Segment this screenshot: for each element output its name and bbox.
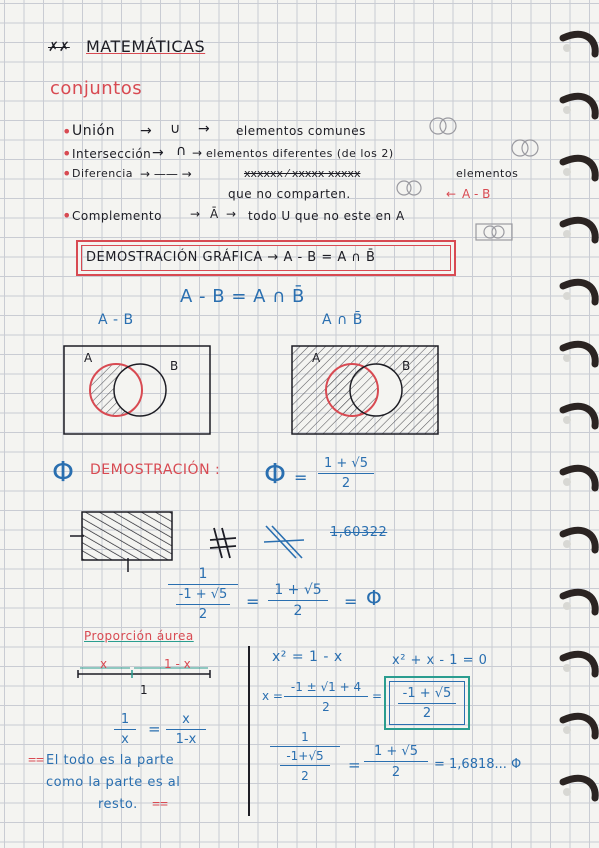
identity-formula: A - B = A ∩ B̄: [180, 286, 305, 307]
final-rhs-fraction: 1 + √5 2: [364, 744, 428, 780]
set-b-right: B: [402, 359, 411, 373]
set-a-left: A: [84, 351, 93, 365]
phi-symbol-eq: Φ: [264, 457, 287, 490]
ratio-right: x 1-x: [166, 712, 206, 747]
page-title: MATEMÁTICAS: [86, 37, 206, 56]
final-value: = 1,6818... Φ: [434, 757, 522, 772]
quadratic-formula: -1 ± √1 + 4 2: [284, 680, 368, 714]
crossed-value: 1,60322: [330, 525, 388, 540]
mini-venn-icons: [380, 112, 540, 242]
phi-heading: DEMOSTRACIÓN :: [90, 462, 221, 478]
phi-symbol-large: Φ: [52, 455, 75, 488]
quote-line-3: resto.: [98, 797, 138, 812]
quote-line-1: El todo es la parte: [46, 753, 175, 768]
venn-left-label: A - B: [98, 312, 134, 328]
venn-diagrams: [60, 340, 450, 440]
spiral-binding: [555, 20, 599, 840]
ratio-left: 1 x: [114, 712, 136, 747]
final-reciprocal: 1 -1+√5 2: [270, 730, 340, 783]
segment-x: x: [100, 657, 108, 671]
quote-line-2: como la parte es al: [46, 775, 181, 790]
demo-box: DEMOSTRACIÓN GRÁFICA → A - B = A ∩ B̄: [76, 240, 456, 276]
section-subtitle: conjuntos: [50, 78, 143, 99]
quote-mark-right: ⩵: [152, 795, 169, 811]
reciprocal-fraction: 1 -1 + √5 2: [168, 566, 238, 622]
quadratic-result-box: -1 + √5 2: [384, 676, 470, 730]
venn-right-label: A ∩ B̄: [322, 312, 363, 328]
rhs-fraction: 1 + √5 2: [268, 582, 328, 619]
column-divider: [248, 646, 250, 816]
set-a-right: A: [312, 351, 321, 365]
equation-1: x² = 1 - x: [272, 649, 343, 665]
segment-1: 1: [140, 683, 148, 697]
proporcion-heading: Proporción áurea: [84, 629, 194, 643]
equation-2: x² + x - 1 = 0: [392, 653, 488, 668]
crossed-prefix: ✗✗: [48, 40, 70, 55]
set-b-left: B: [170, 359, 179, 373]
segment-1-minus-x: 1 - x: [164, 657, 191, 671]
quote-mark-left: ⩵: [28, 751, 45, 767]
notebook-page: ✗✗ MATEMÁTICAS conjuntos • Unión → ∪ → elementos comunes • Intersección → ∩ → elementos diferentes (de los 2) • Diferencia → —— → xxxxxx ⁄ xxxxx xxxxx elementos que no comparten. ← A - B • Complemento → Ā → todo U que no este en A DEMOSTRACIÓN GRÁFICA → A - B = A ∩ B̄ A - B = A ∩ B̄ A - B A ∩ B̄ A B A B Φ DEMOSTRACIÓN : Φ = 1 + √5 2 1,60322 1 -1 + √5 2 = 1 + √5 2 = Φ Proporción áurea x 1 - x 1 1 x = x 1-x ⩵ El todo es la parte como la parte es al resto. ⩵ x² = 1 - x x² + x - 1 = 0 x = -1 ± √1 + 4 2 = -1 + √5 2 1 -1+√5 2 = 1 + √5 2 = 1,6818... Φ: [0, 0, 599, 848]
phi-fraction: 1 + √5 2: [318, 456, 374, 491]
